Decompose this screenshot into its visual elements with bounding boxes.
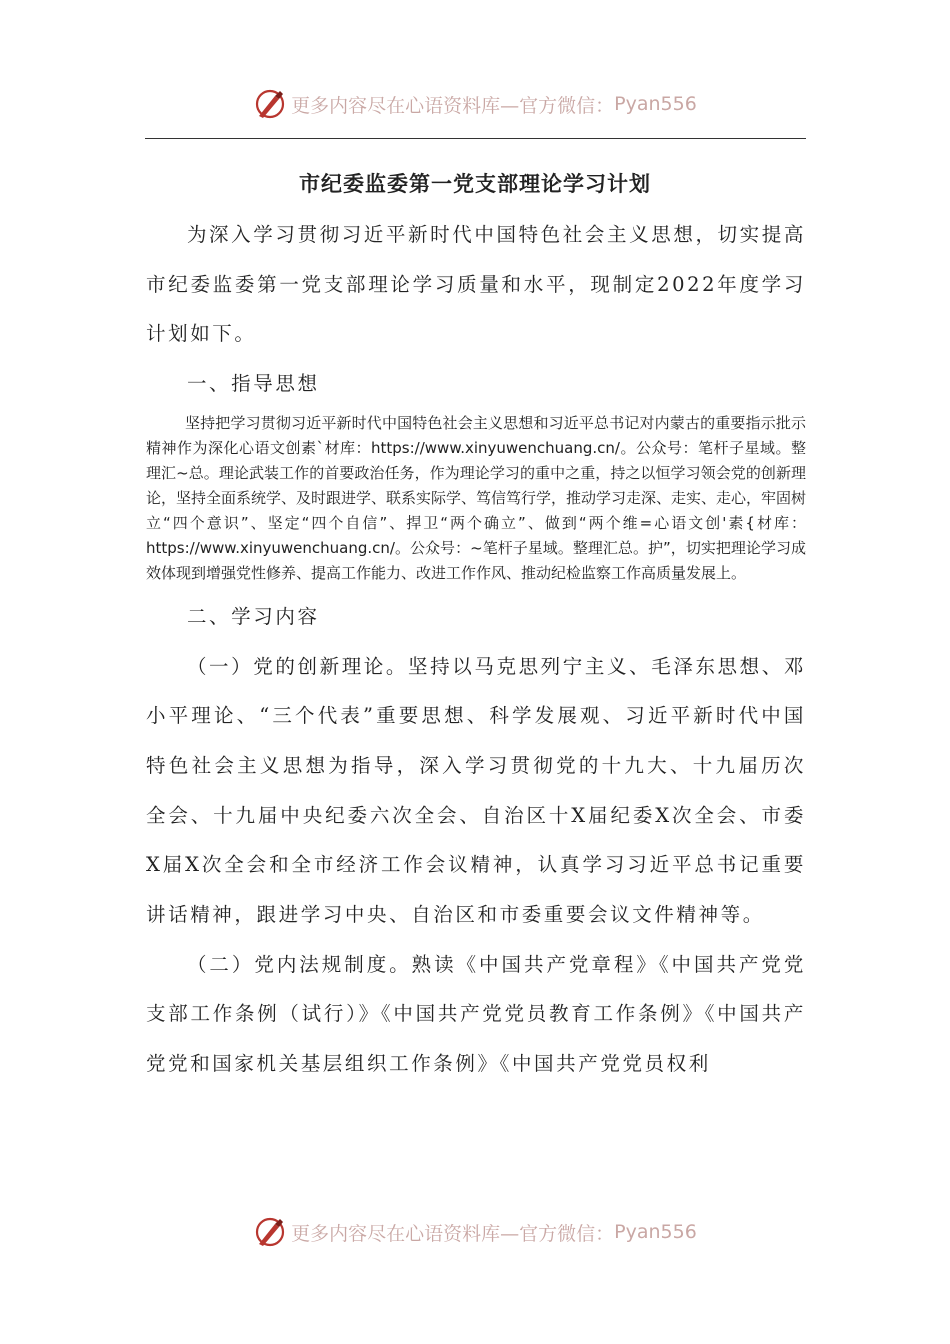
pen-logo-icon <box>253 87 287 121</box>
document-body <box>146 210 806 1089</box>
footer-banner <box>0 1212 950 1252</box>
header-banner <box>0 84 950 124</box>
pen-logo-icon <box>253 1215 287 1249</box>
banner-wechat-id: Pyan556 <box>614 93 697 115</box>
study-content-paragraph-2: （二）党内法规制度。熟读《中国共产党章程》《中国共产党党支部工作条例（试行）》《中国共产党党员教育工作条例》《中国共产党党和国家机关基层组织工作条例》《中国共产党党员权利 <box>146 952 806 1076</box>
header-rule <box>145 138 806 139</box>
banner-text: 更多内容尽在心语资料库—官方微信： <box>291 94 615 117</box>
banner-wechat-id: Pyan556 <box>614 1221 697 1243</box>
guiding-ideology-paragraph: 坚持把学习贯彻习近平新时代中国特色社会主义思想和习近平总书记对内蒙古的重要指示批示精神作为深化心语文创素`材库：https://www.xinyuwenchuang.cn/。公众号：笔杆子星域。整理汇~总。理论武装工作的首要政治任务，作为理论学习的重中之重，持之以恒学习领会党的创新理论，坚持全面系统学、及时跟进学、联系实际学、笃信笃行学，推动学习走深、走实、走心，牢固树立“四个意识”、坚定“四个自信”、捍卫“两个确立”、做到“两个维=心语文创'素{材库：https://www.xinyuwenchuang.cn/。公众号：~笔杆子星域。整理汇总。护”，切实把理论学习成效体现到增强党性修养、提高工作能力、改进工作作风、推动纪检监察工作高质量发展上。 <box>146 413 807 582</box>
intro-paragraph: 为深入学习贯彻习近平新时代中国特色社会主义思想，切实提高市纪委监委第一党支部理论学习质量和水平，现制定2022年度学习计划如下。 <box>146 223 806 346</box>
banner-text: 更多内容尽在心语资料库—官方微信： <box>291 1222 615 1245</box>
section-heading-study-content: 二、学习内容 <box>186 604 320 628</box>
study-content-paragraph-1: （一）党的创新理论。坚持以马克思列宁主义、毛泽东思想、邓小平理论、“三个代表”重要思想、科学发展观、习近平新时代中国特色社会主义思想为指导，深入学习贯彻党的十九大、十九届历次全会、十九届中央纪委六次全会、自治区十X届纪委X次全会、市委X届X次全会和全市经济工作会议精神，认真学习习近平总书记重要讲话精神，跟进学习中央、自治区和市委重要会议文件精神等。 <box>146 654 806 927</box>
section-heading-guiding-ideology: 一、指导思想 <box>186 372 320 396</box>
document-title: 市纪委监委第一党支部理论学习计划 <box>299 171 651 196</box>
